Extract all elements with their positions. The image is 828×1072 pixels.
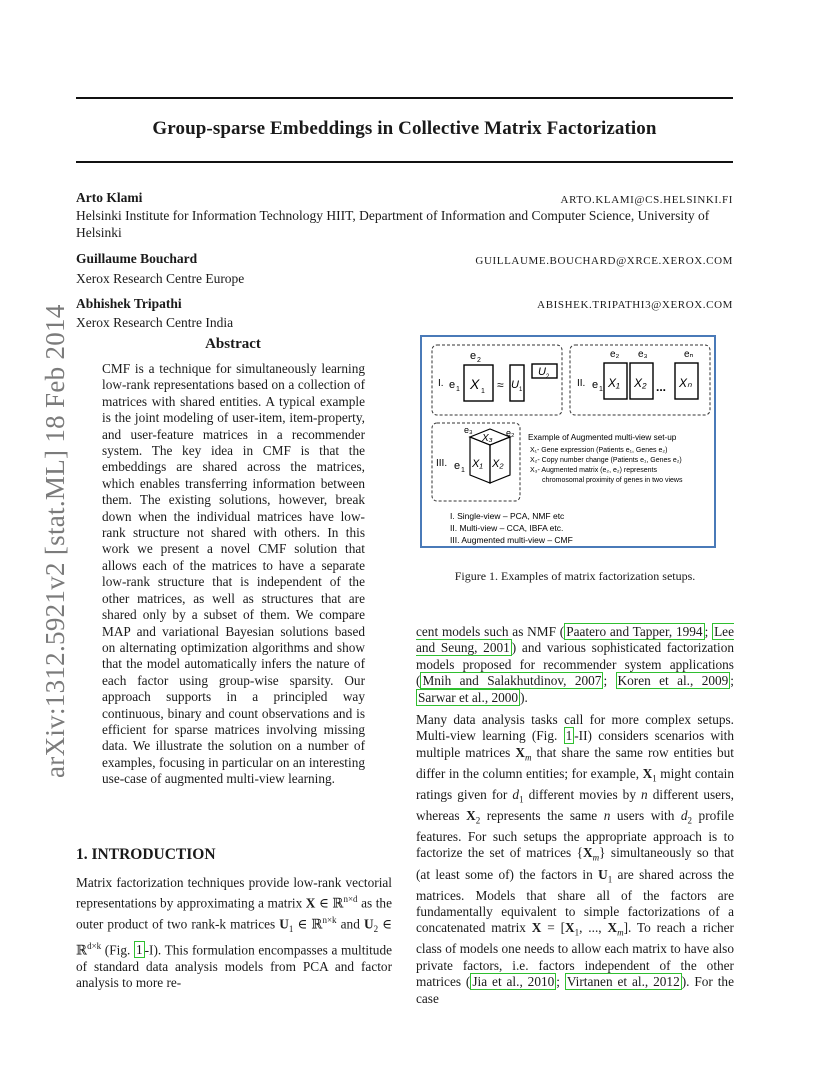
section-heading: 1. INTRODUCTION <box>76 846 216 863</box>
svg-text:e₂: e₂ <box>610 349 620 360</box>
svg-text:II.: II. <box>577 378 586 389</box>
author-email[interactable]: GUILLAUME.BOUCHARD@XRCE.XEROX.COM <box>475 255 733 267</box>
legend-title: Example of Augmented multi-view set-up <box>528 433 677 442</box>
figure-ref-link[interactable]: 1 <box>135 942 143 958</box>
svg-text:II. Multi-view – CCA, IBFA: II. Multi-view – CCA, IBFA etc. <box>450 523 564 533</box>
author-email[interactable]: ABISHEK.TRIPATHI3@XEROX.COM <box>537 299 733 311</box>
intro-paragraph-right-1: cent models such as NMF ( Paatero and Tapper, 1994 ; Lee and Seung, 2001 ) and various sophisticated factorization models proposed for recommender system applications ( Mnih and Salakhutdinov, 2007 ; Koren et al., 2009 ; Sarwar et al., 2000 ). <box>416 624 734 705</box>
panel-i-label: I. <box>438 378 444 389</box>
intro-paragraph-left: Matrix factorization techniques provide low-rank vectorial representations by approximating a matrix X ∈ ℝ$^{n\times d}$ as the outer product of two rank-k matrices $U_1$ ∈ ℝ$^{n\times k}$ and $U_2$ ∈ ℝ$^{d\times k}$ (Fig. 1 -I). This formulation encompasses a multitude of standard data analysis models from PCA and factor analysis to more re- <box>76 875 393 990</box>
svg-text:X₃- Augmented matrix (e₂, e₂): X₃- Augmented matrix (e₂, e₂) represents <box>530 467 657 474</box>
svg-text:e: e <box>592 379 599 391</box>
arxiv-side-stamp: arXiv:1312.5921v2 [stat.ML] 18 Feb 2014 <box>40 304 70 778</box>
svg-text:X₂: X₂ <box>634 376 647 390</box>
svg-text:e₃: e₃ <box>638 349 648 360</box>
svg-text:chromosomal proximity of genes: chromosomal proximity of genes in two views <box>542 477 683 484</box>
svg-text:U: U <box>511 379 519 391</box>
svg-text:1: 1 <box>456 386 460 393</box>
svg-text:Xₙ: Xₙ <box>679 376 692 390</box>
citation-link[interactable]: Jia et al., 2010 <box>472 974 555 990</box>
svg-text:X₂- Copy number change (Patien: X₂- Copy number change (Patients e₁, Genes e₂) <box>530 457 682 464</box>
author-affiliation: Helsinki Institute for Information Technology HIIT, Department of Information and Computer Science, University of Helsinki <box>76 208 710 240</box>
svg-text:U: U <box>538 366 546 378</box>
abstract-heading: Abstract <box>205 336 261 352</box>
svg-text:eₙ: eₙ <box>684 349 694 360</box>
svg-text:≈: ≈ <box>497 378 504 392</box>
title-top-rule <box>76 97 733 99</box>
svg-text:I. Single-view – PCA, NMF: I. Single-view – PCA, NMF etc <box>450 511 565 521</box>
citation-link[interactable]: Paatero and Tapper, 1994 <box>566 624 703 639</box>
author-affiliation: Xerox Research Centre Europe <box>76 271 245 286</box>
svg-text:X₃: X₃ <box>482 433 493 444</box>
author-name: Arto Klami <box>76 190 143 205</box>
svg-text:X₁: X₁ <box>472 458 483 470</box>
citation-link[interactable]: Sarwar et al., 2000 <box>418 689 519 705</box>
svg-text:X₁: X₁ <box>608 376 620 390</box>
paper-title: Group-sparse Embeddings in Collective Matrix Factorization <box>152 118 657 139</box>
title-bottom-rule <box>76 161 733 163</box>
figure-diagram <box>422 337 718 550</box>
intro-paragraph-right-2: Many data analysis tasks call for more complex setups. Multi-view learning (Fig. 1 -II) considers scenarios with multiple matrices $X_m$ that share the same row entities but differ in the column entities; for example, $X_1$ might contain ratings given for $d_1$ different movies by n different users, whereas $X_2$ represents the same n users with $d_2$ profile features. For such setups the appropriate approach is to factorize the set of matrices $\{X_m\}$ simultaneously so that (at least some of) the factors in $U_1$ are shared across the matrices. Models that share all of the factors are fundamentally equivalent to simple factorizations of a concatenated matrix $X = [X_1$, ..., $X_m$]. To reach a richer class of models one needs to allow each matrix to have also private factors, i.e. factors independent of the other matrices ( Jia et al., 2010 ; Virtanen et al., 2012 ). For the case <box>416 712 734 1006</box>
svg-text:1: 1 <box>481 388 485 395</box>
svg-text:1: 1 <box>599 386 603 393</box>
abstract-text: CMF is a technique for simultaneously learning low-rank representations based on a collection of matrices with shared entities. A typical example is the joint modeling of user-item, item-property, and user-feature matrices in a recommender system. The key idea in CMF is that the embeddings are shared across the matrices, which enables transferring information between them. The existing solutions, however, break down when the individual matrices have low-rank structure not shared with others. In this work we present a novel CMF solution that allows each of the matrices to have a separate low-rank structure that is independent of the other matrices, as well as structures that are shared only by a subset of them. We compare MAP and variational Bayesian solutions based on alternating optimization algorithms and show that the model automatically infers the nature of each factor using group-wise sparsity. Our approach supports in a principled way continuous, binary and count observations and is efficient for sparse matrices involving missing data. We illustrate the solution on a number of examples, focusing in particular on an interesting use-case of augmented multi-view learning. <box>102 361 365 787</box>
figure-ref-link[interactable]: 1 <box>565 728 573 744</box>
svg-text:1: 1 <box>519 387 523 393</box>
panel-i-row: e <box>449 379 456 391</box>
author-name: Abhishek Tripathi <box>76 296 182 311</box>
svg-text:1: 1 <box>461 467 465 474</box>
svg-text:e: e <box>454 460 461 472</box>
figure-caption: Figure 1. Examples of matrix factorization setups. <box>454 569 696 583</box>
svg-text:X: X <box>470 376 480 392</box>
svg-text:X₁- Gene expression (Patients: X₁- Gene expression (Patients e₁, Genes e₂) <box>530 447 668 454</box>
citation-link[interactable]: Mnih and Salakhutdinov, 2007 <box>422 673 602 689</box>
author-affiliation: Xerox Research Centre India <box>76 315 234 330</box>
svg-text:...: ... <box>656 380 667 394</box>
author-email[interactable]: ARTO.KLAMI@CS.HELSINKI.FI <box>560 194 733 206</box>
svg-text:2: 2 <box>546 374 550 380</box>
citation-link[interactable]: Lee and Seung, 2001 <box>416 624 734 656</box>
svg-text:III.: III. <box>436 458 448 469</box>
svg-text:e₃: e₃ <box>464 425 473 435</box>
svg-text:X₂: X₂ <box>492 458 504 470</box>
citation-link[interactable]: Koren et al., 2009 <box>617 673 729 689</box>
panel-i-col: e <box>470 350 477 362</box>
svg-text:e₂: e₂ <box>506 428 515 438</box>
figure-1 <box>420 335 716 548</box>
author-name: Guillaume Bouchard <box>76 251 198 266</box>
svg-text:2: 2 <box>477 357 481 364</box>
citation-link[interactable]: Virtanen et al., 2012 <box>566 974 680 990</box>
svg-text:III. Augmented multi-view –: III. Augmented multi-view – CMF <box>450 535 573 545</box>
